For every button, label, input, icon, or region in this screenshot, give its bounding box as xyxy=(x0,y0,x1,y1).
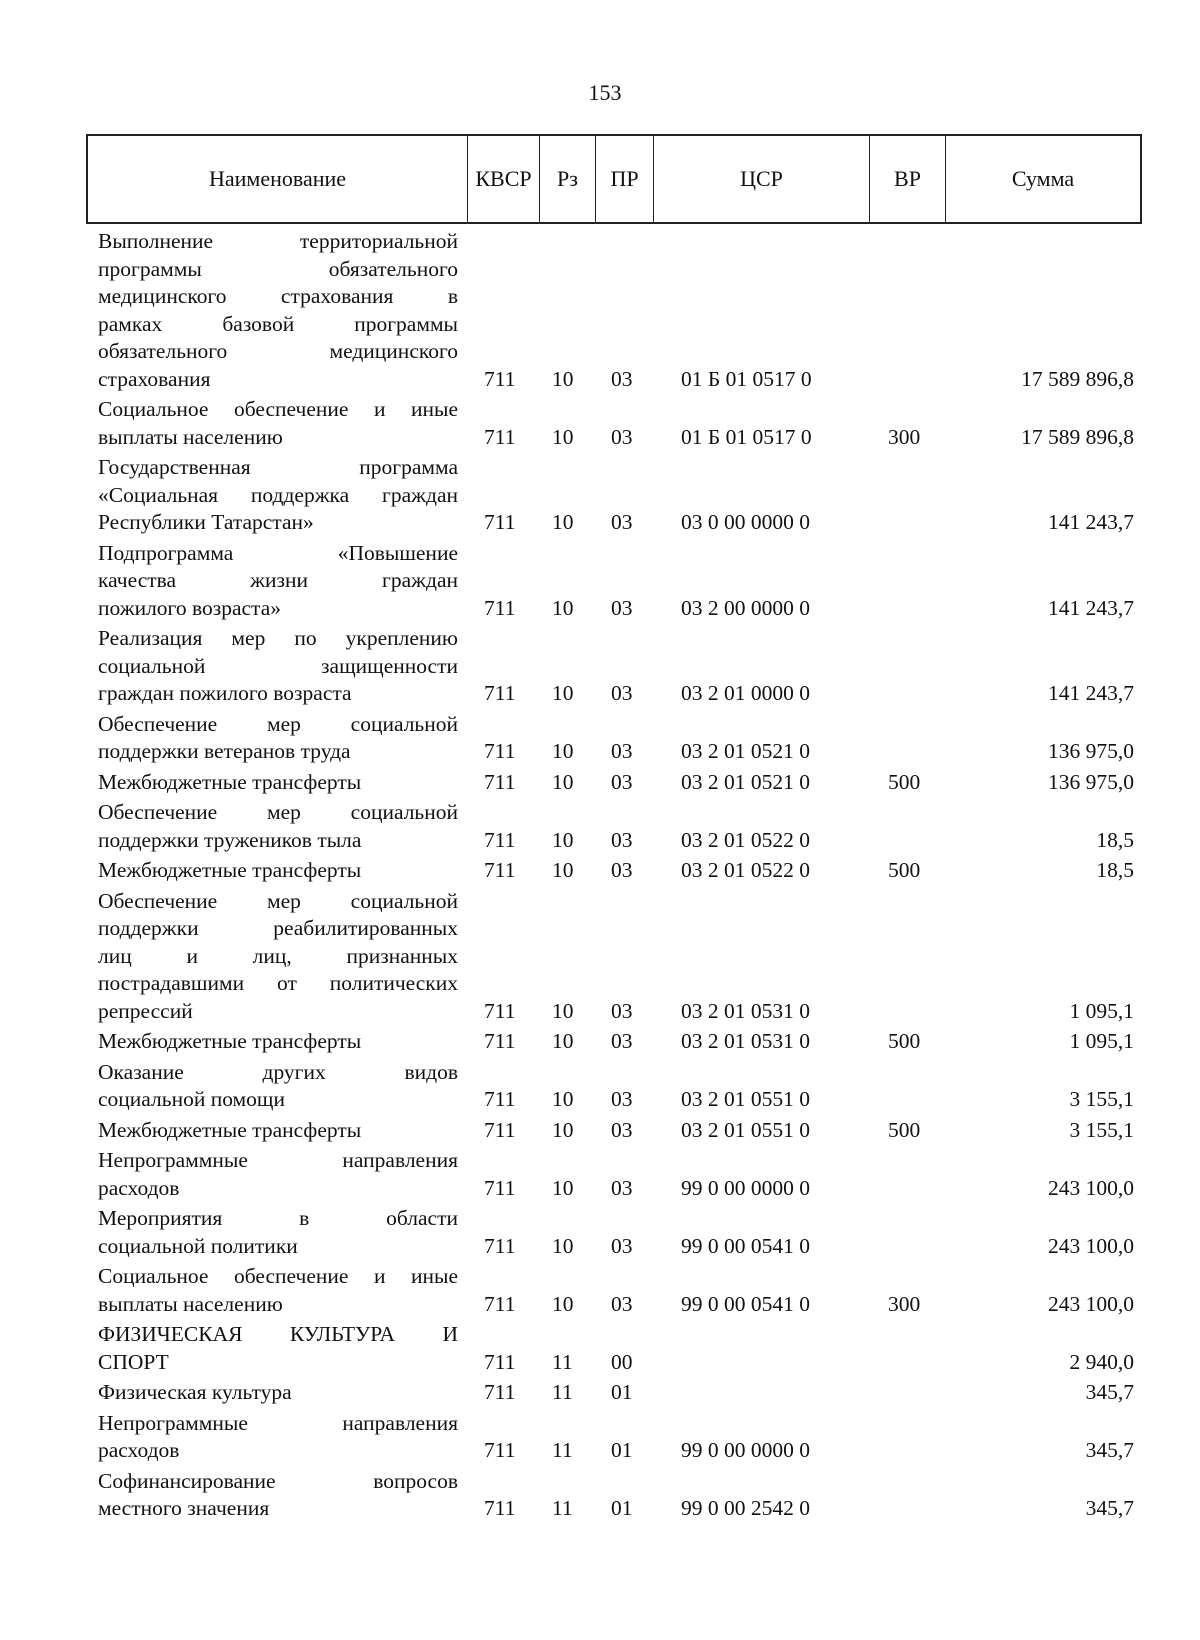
row-name xyxy=(98,1147,458,1202)
row-name-line: Межбюджетные трансферты xyxy=(98,769,362,794)
row-name-line: расходов xyxy=(98,1438,180,1462)
row-name xyxy=(98,228,458,393)
row-vr: 300 xyxy=(888,1291,921,1316)
row-pr: 03 xyxy=(611,510,633,534)
row-rz: 11 xyxy=(552,1496,573,1520)
row-pr: 03 xyxy=(611,1087,633,1111)
row-kvsr: 711 xyxy=(484,681,516,705)
header-name: Наименование xyxy=(88,136,468,222)
row-name-line: Физическая культура xyxy=(98,1380,292,1404)
row-name-line: «Социальная поддержка граждан xyxy=(98,482,458,507)
row-rz: 10 xyxy=(552,769,574,794)
row-sum: 345,7 xyxy=(1085,1496,1134,1520)
row-name-line: Обеспечение мер социальной xyxy=(98,800,458,824)
row-vr: 500 xyxy=(888,858,921,882)
row-name xyxy=(98,1059,458,1114)
header-csr: ЦСР xyxy=(654,136,870,222)
row-sum: 1 095,1 xyxy=(1069,998,1134,1023)
table-row xyxy=(98,1147,1134,1202)
row-csr: 03 2 01 0521 0 xyxy=(681,769,810,794)
row-name-line: расходов xyxy=(98,1175,180,1200)
table-row xyxy=(98,888,1134,1026)
row-name-line: поддержки тружеников тыла xyxy=(98,827,362,852)
row-name-line: граждан пожилого возраста xyxy=(98,681,352,705)
row-name xyxy=(98,1205,458,1260)
row-csr: 99 0 00 0000 0 xyxy=(681,1175,810,1200)
row-pr: 03 xyxy=(611,595,633,620)
row-name-line: Межбюджетные трансферты xyxy=(98,1117,362,1142)
row-name-line: выплаты населению xyxy=(98,424,283,449)
row-sum: 18,5 xyxy=(1096,827,1134,852)
row-csr: 99 0 00 2542 0 xyxy=(681,1496,810,1520)
row-pr: 03 xyxy=(611,424,633,449)
row-pr: 00 xyxy=(611,1349,633,1374)
row-csr: 03 2 01 0531 0 xyxy=(681,998,810,1023)
page-number: 153 xyxy=(588,80,622,105)
table-row xyxy=(98,1117,1134,1145)
row-rz: 10 xyxy=(552,739,574,763)
row-name-line: качества жизни граждан xyxy=(98,568,458,592)
row-csr: 03 2 00 0000 0 xyxy=(681,595,810,620)
row-name-line: Социальное обеспечение и иные xyxy=(98,1264,458,1288)
row-sum: 3 155,1 xyxy=(1069,1087,1134,1111)
row-name-line: Непрограммные направления xyxy=(98,1148,458,1172)
row-pr: 03 xyxy=(611,1029,633,1053)
row-csr: 03 0 00 0000 0 xyxy=(681,510,810,534)
row-name-line: лиц и лиц, признанных xyxy=(98,943,458,968)
row-kvsr: 711 xyxy=(484,424,516,449)
row-rz: 10 xyxy=(552,366,574,391)
row-name xyxy=(98,396,458,451)
row-name-line: Софинансирование вопросов xyxy=(98,1468,458,1493)
row-kvsr: 711 xyxy=(484,739,516,763)
row-sum: 1 095,1 xyxy=(1069,1029,1134,1053)
row-name-line: репрессий xyxy=(98,998,193,1023)
row-name-line: пострадавшими от политических xyxy=(98,971,458,995)
row-rz: 10 xyxy=(552,858,574,882)
row-pr: 03 xyxy=(611,1175,633,1200)
row-name-line: Мероприятия в области xyxy=(98,1206,458,1230)
row-name-line: местного значения xyxy=(98,1496,270,1520)
row-rz: 10 xyxy=(552,998,574,1023)
row-name-line: Межбюджетные трансферты xyxy=(98,858,362,882)
row-sum: 243 100,0 xyxy=(1048,1175,1134,1200)
row-kvsr: 711 xyxy=(484,1380,516,1404)
row-sum: 17 589 896,8 xyxy=(1021,366,1134,391)
row-kvsr: 711 xyxy=(484,858,516,882)
row-csr: 99 0 00 0541 0 xyxy=(681,1233,810,1258)
row-rz: 11 xyxy=(552,1349,573,1374)
row-csr: 03 2 01 0522 0 xyxy=(681,827,810,852)
row-kvsr: 711 xyxy=(484,1233,516,1258)
row-name xyxy=(98,1028,458,1056)
row-sum: 345,7 xyxy=(1085,1380,1134,1404)
row-pr: 03 xyxy=(611,858,633,882)
row-pr: 01 xyxy=(611,1438,633,1462)
row-kvsr: 711 xyxy=(484,998,516,1023)
row-name-line: Обеспечение мер социальной xyxy=(98,888,458,913)
header-rz: Рз xyxy=(540,136,596,222)
row-vr: 500 xyxy=(888,1029,921,1053)
row-csr: 03 2 01 0531 0 xyxy=(681,1029,810,1053)
table-row xyxy=(98,454,1134,537)
row-rz: 10 xyxy=(552,1233,574,1258)
row-csr: 99 0 00 0541 0 xyxy=(681,1291,810,1316)
row-name xyxy=(98,1379,458,1407)
table-row xyxy=(98,711,1134,766)
row-rz: 10 xyxy=(552,1291,574,1316)
row-name-line: ФИЗИЧЕСКАЯ КУЛЬТУРА И xyxy=(98,1322,458,1346)
row-csr: 03 2 01 0000 0 xyxy=(681,681,810,705)
row-name-line: Социальное обеспечение и иные xyxy=(98,397,458,421)
row-csr: 01 Б 01 0517 0 xyxy=(681,366,812,391)
row-sum: 243 100,0 xyxy=(1048,1291,1134,1316)
row-name xyxy=(98,799,458,854)
row-name-line: рамках базовой программы xyxy=(98,311,458,336)
row-name-line: Непрограммные направления xyxy=(98,1410,458,1435)
row-name-line: Выполнение территориальной xyxy=(98,229,458,253)
table-row xyxy=(98,1028,1134,1056)
row-kvsr: 711 xyxy=(484,366,516,391)
row-rz: 11 xyxy=(552,1438,573,1462)
row-name-line: социальной политики xyxy=(98,1233,298,1258)
row-rz: 10 xyxy=(552,1175,574,1200)
row-name-line: Государственная программа xyxy=(98,455,458,479)
row-name-line: выплаты населению xyxy=(98,1291,283,1316)
row-name xyxy=(98,857,458,885)
row-name-line: Межбюджетные трансферты xyxy=(98,1029,362,1053)
row-name-line: пожилого возраста» xyxy=(98,595,282,620)
table-row xyxy=(98,396,1134,451)
row-kvsr: 711 xyxy=(484,827,516,852)
row-name-line: медицинского страхования в xyxy=(98,284,458,308)
row-name xyxy=(98,711,458,766)
row-kvsr: 711 xyxy=(484,1496,516,1520)
header-pr: ПР xyxy=(596,136,654,222)
row-kvsr: 711 xyxy=(484,1117,516,1142)
header-kvsr: КВСР xyxy=(468,136,540,222)
table-row xyxy=(98,857,1134,885)
row-rz: 10 xyxy=(552,1029,574,1053)
row-rz: 10 xyxy=(552,595,574,620)
row-name-line: программы обязательного xyxy=(98,256,458,281)
row-kvsr: 711 xyxy=(484,769,516,794)
row-name-line: поддержки реабилитированных xyxy=(98,916,458,940)
row-kvsr: 711 xyxy=(484,1087,516,1111)
row-name-line: Обеспечение мер социальной xyxy=(98,711,458,736)
row-sum: 345,7 xyxy=(1085,1438,1134,1462)
row-rz: 10 xyxy=(552,424,574,449)
row-kvsr: 711 xyxy=(484,510,516,534)
row-pr: 01 xyxy=(611,1496,633,1520)
row-kvsr: 711 xyxy=(484,595,516,620)
header-vr: ВР xyxy=(870,136,946,222)
table-row xyxy=(98,625,1134,708)
row-name-line: Реализация мер по укреплению xyxy=(98,626,458,650)
row-name-line: Подпрограмма «Повышение xyxy=(98,540,458,565)
row-name-line: страхования xyxy=(98,366,211,391)
row-pr: 01 xyxy=(611,1380,633,1404)
row-name-line: поддержки ветеранов труда xyxy=(98,739,351,763)
row-pr: 03 xyxy=(611,1291,633,1316)
row-pr: 03 xyxy=(611,998,633,1023)
row-name xyxy=(98,769,458,797)
table-row xyxy=(98,1468,1134,1523)
row-name-line: социальной помощи xyxy=(98,1087,285,1111)
row-csr: 03 2 01 0551 0 xyxy=(681,1117,810,1142)
row-sum: 136 975,0 xyxy=(1048,769,1134,794)
table-header xyxy=(86,134,1142,224)
row-kvsr: 711 xyxy=(484,1291,516,1316)
table-row xyxy=(98,1410,1134,1465)
row-rz: 10 xyxy=(552,681,574,705)
row-sum: 141 243,7 xyxy=(1048,595,1134,620)
row-rz: 10 xyxy=(552,827,574,852)
row-rz: 10 xyxy=(552,1087,574,1111)
row-rz: 10 xyxy=(552,1117,574,1142)
table-body xyxy=(98,228,1134,1526)
row-pr: 03 xyxy=(611,739,633,763)
table-row xyxy=(98,540,1134,623)
row-csr: 03 2 01 0522 0 xyxy=(681,858,810,882)
table-row xyxy=(98,228,1134,393)
row-sum: 141 243,7 xyxy=(1048,510,1134,534)
table-row xyxy=(98,1263,1134,1318)
row-kvsr: 711 xyxy=(484,1438,516,1462)
row-kvsr: 711 xyxy=(484,1029,516,1053)
row-sum: 243 100,0 xyxy=(1048,1233,1134,1258)
row-name xyxy=(98,1410,458,1465)
row-name xyxy=(98,1468,458,1523)
row-name xyxy=(98,454,458,537)
row-csr: 03 2 01 0521 0 xyxy=(681,739,810,763)
table-row xyxy=(98,1205,1134,1260)
row-pr: 03 xyxy=(611,1233,633,1258)
row-sum: 141 243,7 xyxy=(1048,681,1134,705)
row-sum: 17 589 896,8 xyxy=(1021,424,1134,449)
row-vr: 500 xyxy=(888,769,921,794)
row-name xyxy=(98,888,458,1026)
row-name xyxy=(98,1263,458,1318)
row-name-line: обязательного медицинского xyxy=(98,339,458,363)
row-vr: 500 xyxy=(888,1117,921,1142)
table-row xyxy=(98,1321,1134,1376)
row-sum: 18,5 xyxy=(1096,858,1134,882)
row-csr: 99 0 00 0000 0 xyxy=(681,1438,810,1462)
row-name xyxy=(98,625,458,708)
row-sum: 2 940,0 xyxy=(1069,1349,1134,1374)
row-name-line: СПОРТ xyxy=(98,1349,169,1374)
row-sum: 136 975,0 xyxy=(1048,739,1134,763)
row-name xyxy=(98,540,458,623)
table-row xyxy=(98,1059,1134,1114)
row-pr: 03 xyxy=(611,827,633,852)
header-sum: Сумма xyxy=(1011,166,1075,191)
table-row xyxy=(98,1379,1134,1407)
row-name-line: Республики Татарстан» xyxy=(98,510,314,534)
row-rz: 10 xyxy=(552,510,574,534)
row-rz: 11 xyxy=(552,1380,573,1404)
row-name xyxy=(98,1321,458,1376)
row-pr: 03 xyxy=(611,769,633,794)
row-name xyxy=(98,1117,458,1145)
row-kvsr: 711 xyxy=(484,1175,516,1200)
row-name-line: социальной защищенности xyxy=(98,653,458,678)
row-sum: 3 155,1 xyxy=(1069,1117,1134,1142)
row-pr: 03 xyxy=(611,366,633,391)
row-name-line: Оказание других видов xyxy=(98,1059,458,1084)
row-kvsr: 711 xyxy=(484,1349,516,1374)
row-pr: 03 xyxy=(611,681,633,705)
row-csr: 03 2 01 0551 0 xyxy=(681,1087,810,1111)
row-pr: 03 xyxy=(611,1117,633,1142)
table-row xyxy=(98,769,1134,797)
row-vr: 300 xyxy=(888,424,921,449)
table-row xyxy=(98,799,1134,854)
row-csr: 01 Б 01 0517 0 xyxy=(681,424,812,449)
